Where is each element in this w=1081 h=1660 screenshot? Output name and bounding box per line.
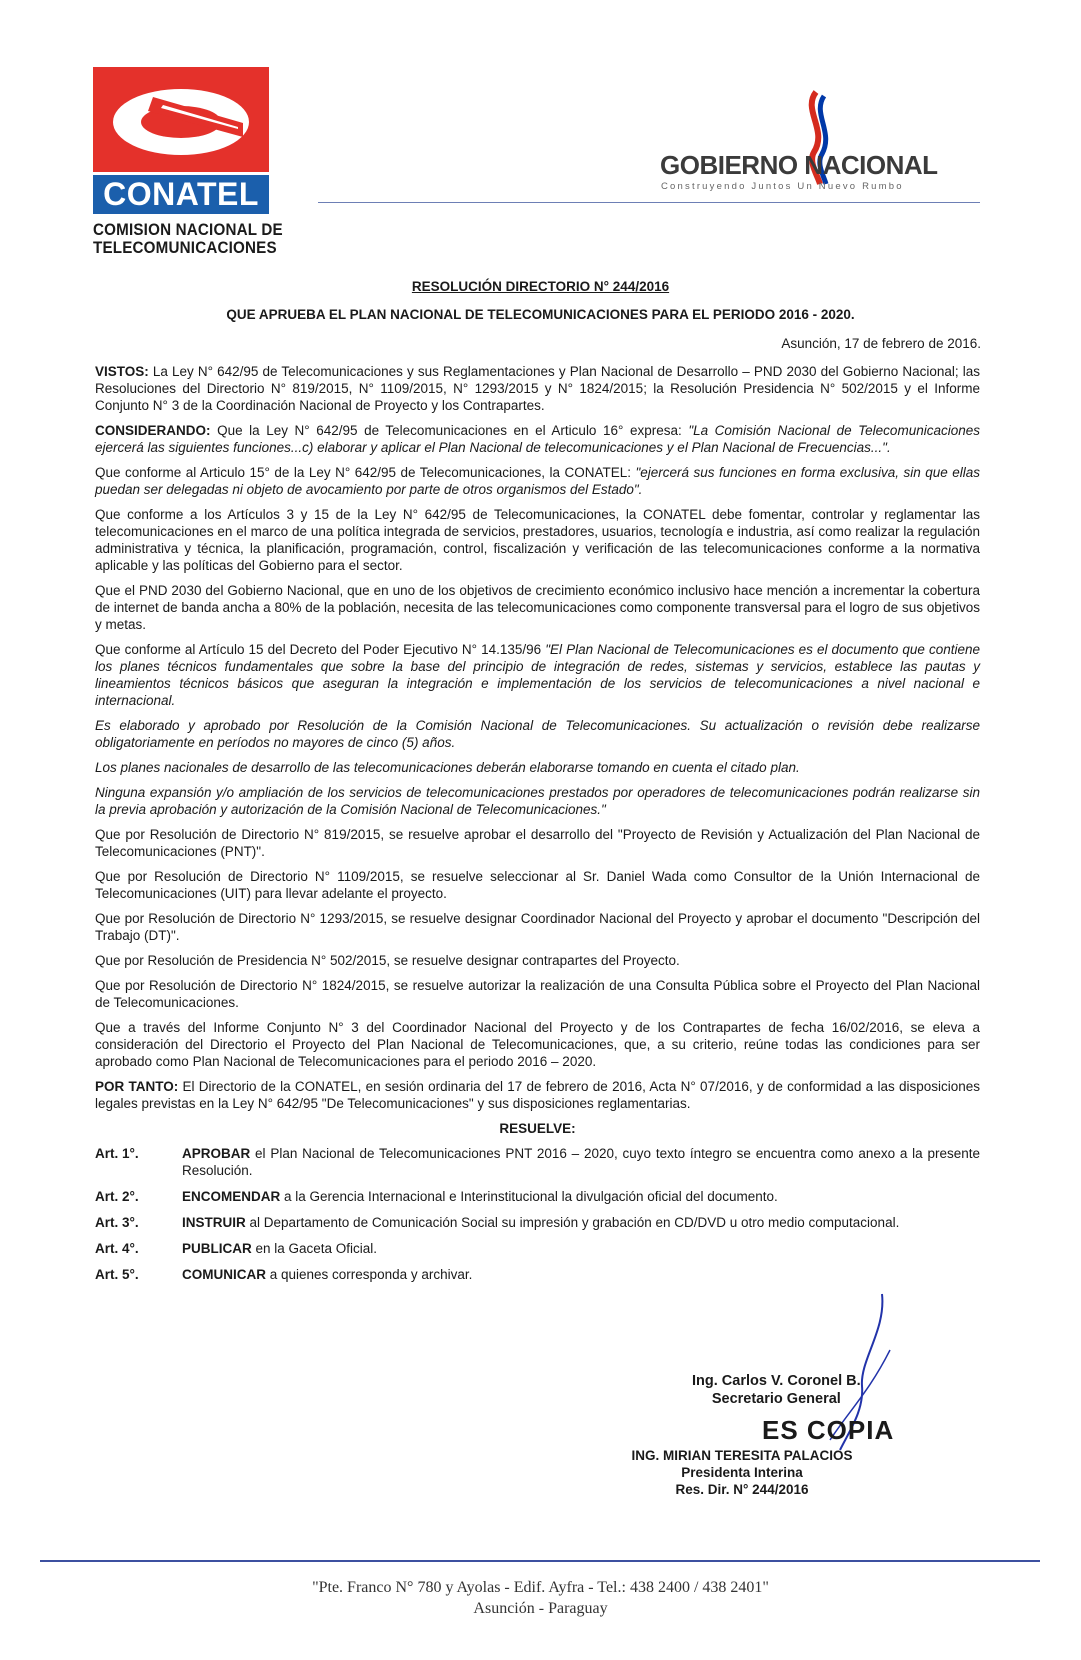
resuelve-heading: RESUELVE: — [499, 1121, 576, 1136]
gobierno-slogan: Construyendo Juntos Un Nuevo Rumbo — [661, 181, 904, 192]
resolution-date: Asunción, 17 de febrero de 2016. — [781, 336, 981, 351]
por-tanto-text: El Directorio de la CONATEL, en sesión ordinaria del 17 de febrero de 2016, Acta N° 07/2016, y de conformidad a las disposiciones legales previstas en la Ley N° 642/95 "De Telecomunicaciones" y sus disposiciones reglamentarias. — [95, 1079, 981, 1111]
conatel-caption — [93, 221, 283, 257]
article-4 — [95, 1240, 742, 1257]
article-text: en la Gaceta Oficial. — [251, 1241, 378, 1256]
paragraph-12: Que por Resolución de Directorio N° 1824/2015, se resuelve autorizar la realización de una Consulta Pública sobre el Proyecto del Plan Nacional de Telecomunicaciones. — [95, 978, 980, 1010]
article-number: Art. 5°. — [95, 1267, 139, 1282]
resolution-title: RESOLUCIÓN DIRECTORIO N° 244/2016 — [411, 279, 670, 294]
signature-mirian-palacios — [597, 1447, 887, 1498]
considerando-quote: "La Comisión Nacional de Telecomunicaciones ejercerá las siguientes funciones...c) elaborar y aplicar el Plan Nacional de telecomunicaciones y el Plan Nacional de Frecuencias...". — [95, 423, 980, 455]
paragraph-1 — [95, 464, 980, 498]
article-verb: COMUNICAR — [182, 1267, 266, 1282]
signature-carlos-coronel — [692, 1372, 861, 1408]
paragraph-1-text: Que conforme al Articulo 15° de la Ley N° 642/95 de Telecomunicaciones, la CONATEL: — [95, 465, 636, 480]
gobierno-title: GOBIERNO NACIONAL — [660, 150, 938, 180]
article-3 — [95, 1214, 980, 1231]
paragraph-5: Es elaborado y aprobado por Resolución de la Comisión Nacional de Telecomunicaciones. Su actualización o revisión debe realizarse obligatoriamente en períodos no mayores de cinco (5) años. — [95, 718, 980, 750]
article-number: Art. 3°. — [95, 1215, 139, 1230]
article-verb: INSTRUIR — [182, 1215, 246, 1230]
resolution-subtitle: QUE APRUEBA EL PLAN NACIONAL DE TELECOMUNICACIONES PARA EL PERIODO 2016 - 2020. — [226, 307, 855, 322]
article-number: Art. 4°. — [95, 1241, 139, 1256]
conatel-wordmark: CONATEL — [93, 172, 269, 214]
vistos-text: La Ley N° 642/95 de Telecomunicaciones y sus Reglamentaciones y Plan Nacional de Desarrollo – PND 2030 del Gobierno Nacional; las Resoluciones del Directorio N° 819/2015, N° 1109/2015, N° 1293/2015 y N° 1824/2015; la Resolución Presidencia N° 502/2015 y el Informe Conjunto N° 3 de la Coordinación Nacional de Proyecto y los Contrapartes. — [95, 364, 980, 413]
considerando-paragraph — [95, 422, 980, 456]
conatel-logo — [93, 67, 283, 257]
paragraph-4 — [95, 641, 980, 709]
vistos-paragraph — [95, 363, 980, 414]
article-2 — [95, 1188, 980, 1205]
considerando-label: CONSIDERANDO: — [95, 423, 211, 438]
signer-role: Secretario General — [711, 1391, 841, 1407]
paragraph-9: Que por Resolución de Directorio N° 1109/2015, se resuelve seleccionar al Sr. Daniel Wada como Consultor de la Unión Internacional de Telecomunicaciones (UIT) para llevar adelante el proyecto. — [95, 869, 980, 901]
header-rule — [318, 202, 980, 203]
es-copia-stamp: ES COPIA — [762, 1415, 895, 1445]
paragraph-13: Que a través del Informe Conjunto N° 3 del Coordinador Nacional del Proyecto y de los Contrapartes de fecha 16/02/2016, se eleva a consideración del Directorio el Proyecto del Plan Nacional de Telecomunicaciones, que, a su criterio, reúne todas las condiciones para ser aprobado como Plan Nacional de Telecomunicaciones para el periodo 2016 – 2020. — [95, 1020, 980, 1069]
paragraph-8: Que por Resolución de Directorio N° 819/2015, se resuelve aprobar el desarrollo del "Proyecto de Revisión y Actualización del Plan Nacional de Telecomunicaciones (PNT)". — [95, 827, 980, 859]
por-tanto-label: POR TANTO: — [95, 1079, 179, 1094]
conatel-swoosh-icon — [93, 67, 269, 172]
paragraph-6: Los planes nacionales de desarrollo de las telecomunicaciones deberán elaborarse tomando en cuenta el citado plan. — [95, 760, 800, 775]
conatel-emblem — [93, 67, 269, 172]
paragraph-1-quote: "ejercerá sus funciones en forma exclusiva, sin que ellas puedan ser delegadas ni objeto de avocamiento por parte de otros organismos del Estado". — [95, 465, 980, 497]
article-text: a la Gerencia Internacional e Interinstitucional la divulgación oficial del documento. — [280, 1189, 778, 1204]
article-number: Art. 1°. — [95, 1146, 139, 1161]
footer-line2: Asunción - Paraguay — [473, 1600, 608, 1617]
signer-role: Presidenta Interina — [681, 1465, 803, 1480]
footer-address — [0, 1577, 1081, 1619]
paragraph-2: Que conforme a los Artículos 3 y 15 de la Ley N° 642/95 de Telecomunicaciones, la CONATEL debe fomentar, controlar y reglamentar las telecomunicaciones en el marco de una política integrada de servicios, prestadores, usuarios, tecnología e industria, así como realizar la regulación administrativa y técnica, la planificación, programación, control, fiscalización y verificación de las telecomunicaciones conforme a la normativa aplicable y las políticas del Gobierno para el sector. — [95, 507, 980, 573]
paragraph-7: Ninguna expansión y/o ampliación de los servicios de telecomunicaciones prestados por operadores de telecomunicaciones podrán realizarse sin la previa aprobación y autorización de la Comisión Nacional de Telecomunicaciones." — [95, 785, 980, 817]
por-tanto-paragraph — [95, 1078, 980, 1112]
considerando-text: Que la Ley N° 642/95 de Telecomunicaciones en el Articulo 16° expresa: — [210, 423, 689, 438]
article-number: Art. 2°. — [95, 1189, 139, 1204]
article-1 — [95, 1145, 980, 1179]
paragraph-3: Que el PND 2030 del Gobierno Nacional, que en uno de los objetivos de crecimiento económico inclusivo hace mención a incrementar la cobertura de internet de banda ancha a 80% de la población, necesita de las telecomunicaciones como componente transversal para el logro de sus objetivos y metas. — [95, 583, 980, 632]
vistos-label: VISTOS: — [95, 364, 149, 379]
paragraph-4-text: Que conforme al Artículo 15 del Decreto del Poder Ejecutivo N° 14.135/96 — [95, 642, 546, 657]
conatel-caption-line2: TELECOMUNICACIONES — [93, 239, 277, 257]
article-verb: PUBLICAR — [182, 1241, 252, 1256]
footer-rule — [40, 1560, 1040, 1562]
footer-line1: "Pte. Franco N° 780 y Ayolas - Edif. Ayfra - Tel.: 438 2400 / 438 2401" — [312, 1579, 769, 1596]
article-5 — [95, 1266, 742, 1283]
article-text: el Plan Nacional de Telecomunicaciones PNT 2016 – 2020, cuyo texto íntegro se encuentra como anexo a la presente Resolución. — [182, 1146, 980, 1178]
signer-name: ING. MIRIAN TERESITA PALACIOS — [631, 1448, 853, 1463]
conatel-caption-line1: COMISION NACIONAL DE — [93, 221, 283, 239]
resolution-body — [95, 363, 980, 1292]
paragraph-10: Que por Resolución de Directorio N° 1293/2015, se resuelve designar Coordinador Nacional del Proyecto y aprobar el documento "Descripción del Trabajo (DT)". — [95, 911, 980, 943]
article-text: al Departamento de Comunicación Social su impresión y grabación en CD/DVD u otro medio computacional. — [245, 1215, 900, 1230]
paragraph-11: Que por Resolución de Presidencia N° 502/2015, se resuelve designar contrapartes del Proyecto. — [95, 953, 680, 968]
article-verb: ENCOMENDAR — [182, 1189, 281, 1204]
signer-reference: Res. Dir. N° 244/2016 — [675, 1482, 809, 1497]
paragraph-4-quote: "El Plan Nacional de Telecomunicaciones es el documento que contiene los planes técnicos fundamentales que sobre la base del principio de integración de redes, sistemas y servicios, establece las pautas y lineamientos técnicos básicos que aseguran la integración e implementación de los servicios de telecomunicaciones a nivel nacional e internacional. — [95, 642, 980, 708]
article-verb: APROBAR — [182, 1146, 251, 1161]
signer-name: Ing. Carlos V. Coronel B. — [692, 1373, 861, 1389]
article-text: a quienes corresponda y archivar. — [266, 1267, 473, 1282]
